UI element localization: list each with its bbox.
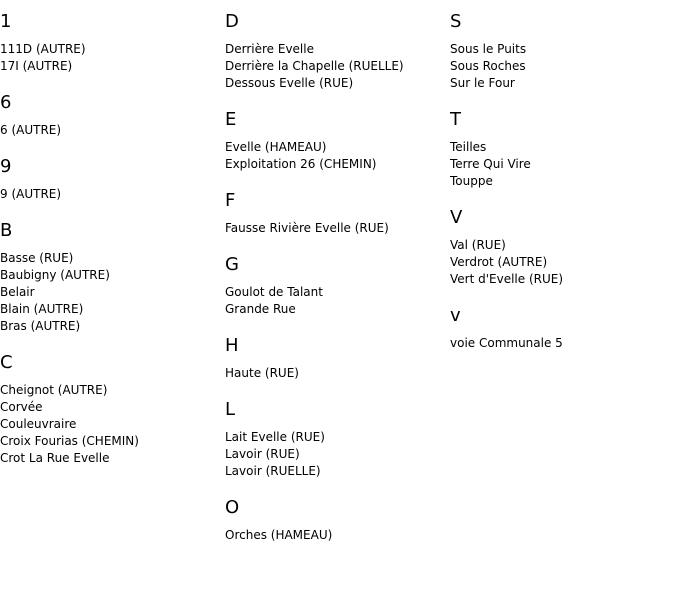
street-link[interactable]: Crot La Rue Evelle xyxy=(0,451,110,465)
letter-group xyxy=(225,109,450,173)
street-link[interactable]: Exploitation 26 (CHEMIN) xyxy=(225,157,377,171)
street-list xyxy=(225,365,450,382)
street-list xyxy=(450,139,675,190)
street-link[interactable]: Orches (HAMEAU) xyxy=(225,528,333,542)
street-link[interactable]: Verdrot (AUTRE) xyxy=(450,255,548,269)
street-link[interactable]: 17I (AUTRE) xyxy=(0,59,73,73)
street-link[interactable]: Cheignot (AUTRE) xyxy=(0,383,108,397)
street-list xyxy=(225,139,450,173)
street-link[interactable]: Lavoir (RUE) xyxy=(225,447,300,461)
street-link[interactable]: Croix Fourias (CHEMIN) xyxy=(0,434,139,448)
letter-heading: T xyxy=(450,109,461,130)
street-list xyxy=(0,250,225,335)
letter-group xyxy=(225,335,450,382)
letter-heading: G xyxy=(225,254,239,275)
street-link[interactable]: Sur le Four xyxy=(450,76,515,90)
street-list xyxy=(0,382,225,467)
letter-heading: C xyxy=(0,352,13,373)
letter-heading: L xyxy=(225,399,236,420)
street-link[interactable]: Corvée xyxy=(0,400,43,414)
letter-heading: S xyxy=(450,11,462,32)
street-link[interactable]: Grande Rue xyxy=(225,302,296,316)
letter-heading: D xyxy=(225,11,239,32)
street-link[interactable]: Vert d'Evelle (RUE) xyxy=(450,272,564,286)
letter-group xyxy=(450,11,675,92)
street-link[interactable]: Haute (RUE) xyxy=(225,366,299,380)
street-link[interactable]: Bras (AUTRE) xyxy=(0,319,81,333)
letter-group xyxy=(225,11,450,92)
letter-group xyxy=(450,207,675,288)
letter-heading: B xyxy=(0,220,13,241)
street-link[interactable]: Belair xyxy=(0,285,35,299)
letter-heading: F xyxy=(225,190,236,211)
letter-heading: H xyxy=(225,335,239,356)
letter-heading: 6 xyxy=(0,92,12,113)
street-list xyxy=(0,122,225,139)
street-list xyxy=(450,237,675,288)
street-link[interactable]: Sous le Puits xyxy=(450,42,527,56)
street-link[interactable]: Goulot de Talant xyxy=(225,285,323,299)
street-link[interactable]: voie Communale 5 xyxy=(450,336,563,350)
street-link[interactable]: Derrière Evelle xyxy=(225,42,314,56)
letter-group xyxy=(450,305,675,352)
street-list xyxy=(450,335,675,352)
street-link[interactable]: Basse (RUE) xyxy=(0,251,74,265)
street-list xyxy=(225,527,450,544)
street-link[interactable]: Terre Qui Vire xyxy=(450,157,531,171)
letter-group xyxy=(0,92,225,139)
street-list xyxy=(225,429,450,480)
letter-group xyxy=(0,220,225,335)
street-link[interactable]: Lait Evelle (RUE) xyxy=(225,430,325,444)
street-link[interactable]: Derrière la Chapelle (RUELLE) xyxy=(225,59,404,73)
street-index-column-1 xyxy=(0,0,225,467)
street-link[interactable]: Val (RUE) xyxy=(450,238,506,252)
street-link[interactable]: Teilles xyxy=(450,140,487,154)
street-list xyxy=(450,41,675,92)
street-list xyxy=(225,220,450,237)
letter-heading: E xyxy=(225,109,237,130)
letter-heading: O xyxy=(225,497,240,518)
letter-group xyxy=(225,190,450,237)
letter-group xyxy=(225,254,450,318)
letter-heading: V xyxy=(450,207,463,228)
street-link[interactable]: Couleuvraire xyxy=(0,417,77,431)
letter-group xyxy=(450,109,675,190)
letter-heading: v xyxy=(450,305,461,326)
letter-heading: 9 xyxy=(0,156,12,177)
street-list xyxy=(0,186,225,203)
street-list xyxy=(225,284,450,318)
street-link[interactable]: Evelle (HAMEAU) xyxy=(225,140,327,154)
street-link[interactable]: 9 (AUTRE) xyxy=(0,187,62,201)
street-link[interactable]: Blain (AUTRE) xyxy=(0,302,84,316)
street-link[interactable]: Fausse Rivière Evelle (RUE) xyxy=(225,221,389,235)
street-link[interactable]: Lavoir (RUELLE) xyxy=(225,464,321,478)
street-list xyxy=(225,41,450,92)
letter-heading: 1 xyxy=(0,11,12,32)
letter-group xyxy=(0,156,225,203)
letter-group xyxy=(0,352,225,467)
street-list xyxy=(0,41,225,75)
street-link[interactable]: Sous Roches xyxy=(450,59,526,73)
letter-group xyxy=(0,11,225,75)
letter-group xyxy=(225,399,450,480)
letter-group xyxy=(225,497,450,544)
street-link[interactable]: Baubigny (AUTRE) xyxy=(0,268,110,282)
street-link[interactable]: 6 (AUTRE) xyxy=(0,123,62,137)
street-link[interactable]: Dessous Evelle (RUE) xyxy=(225,76,354,90)
street-link[interactable]: 111D (AUTRE) xyxy=(0,42,86,56)
street-link[interactable]: Touppe xyxy=(450,174,493,188)
street-index-column-3 xyxy=(450,0,675,352)
street-index-column-2 xyxy=(225,0,450,544)
